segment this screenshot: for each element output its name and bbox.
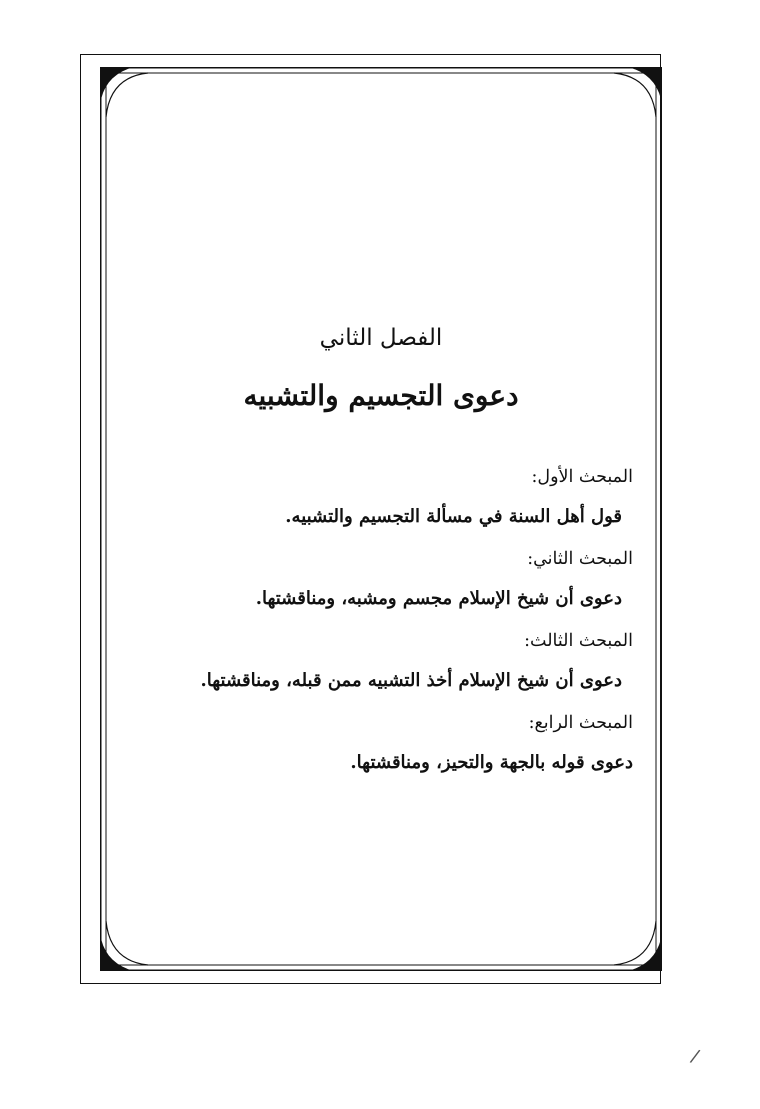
section-description-4: دعوى قوله بالجهة والتحيز، ومناقشتها. (350, 752, 633, 773)
chapter-label: الفصل الثاني (319, 325, 443, 351)
section-heading-2: المبحث الثاني: (527, 549, 633, 569)
page-content (100, 67, 662, 971)
page-mark: / (688, 1045, 702, 1068)
section-heading-1: المبحث الأول: (531, 467, 633, 487)
section-description-3: دعوى أن شيخ الإسلام أخذ التشبيه ممن قبله، ومناقشتها. (200, 670, 622, 691)
section-heading-4: المبحث الرابع: (528, 713, 633, 733)
section-description-2: دعوى أن شيخ الإسلام مجسم ومشبه، ومناقشتها. (255, 588, 622, 609)
chapter-title: دعوى التجسيم والتشبيه (243, 379, 519, 412)
section-description-1: قول أهل السنة في مسألة التجسيم والتشبيه. (285, 506, 622, 527)
section-list (113, 465, 633, 793)
section-heading-3: المبحث الثالث: (524, 631, 633, 651)
